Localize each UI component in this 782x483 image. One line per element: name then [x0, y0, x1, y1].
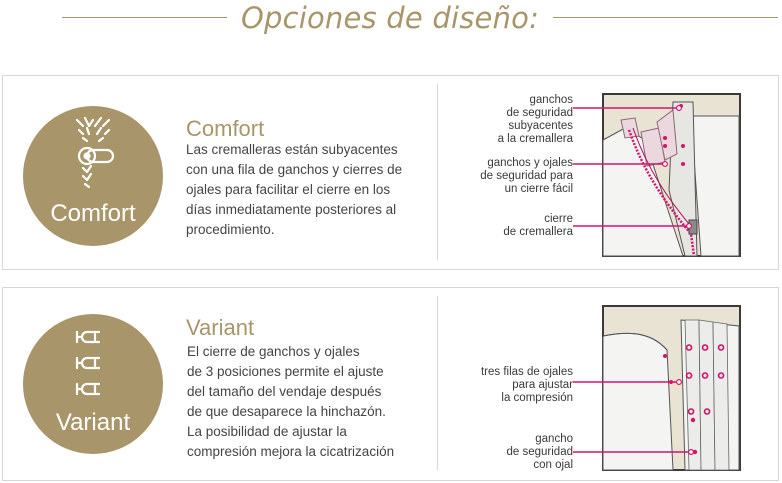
- comfort-badge-label: Comfort: [50, 200, 136, 227]
- callout-safety-hooks: [453, 157, 573, 196]
- variant-title: Variant: [186, 315, 255, 340]
- callout-line: a la cremallera: [497, 133, 573, 145]
- variant-divider: [437, 296, 438, 470]
- callout-line: ganchos: [529, 94, 573, 106]
- variant-description-line: de 3 posiciones permite el ajuste: [187, 364, 384, 379]
- comfort-divider: [437, 84, 438, 260]
- callout-line: cierre: [544, 213, 573, 225]
- callout-line: ganchos y ojales: [487, 157, 573, 169]
- callout-line: subyacentes: [508, 120, 573, 132]
- callout-line: gancho: [535, 433, 573, 445]
- comfort-description-line: ojales para facilitar el cierre en los: [186, 182, 391, 197]
- variant-description-line: La posibilidad de ajustar la: [187, 424, 347, 439]
- variant-badge: [23, 314, 163, 454]
- callout-safety-hook: [453, 433, 573, 472]
- variant-badge-label: Variant: [55, 409, 131, 436]
- comfort-title: Comfort: [186, 116, 265, 141]
- comfort-badge: [23, 106, 163, 246]
- callout-zipper-closure: [453, 213, 573, 239]
- comfort-panel: [2, 75, 779, 270]
- garment-body: [603, 102, 739, 256]
- callout-line: la compresión: [501, 392, 573, 404]
- hook-eye-icon: [73, 326, 113, 406]
- header-rule-left: [62, 17, 227, 18]
- variant-description-line: compresión mejora la cicatrización: [187, 444, 395, 459]
- comfort-description-line: Las cremalleras están subyacentes: [186, 142, 398, 157]
- callout-line: de cremallera: [503, 226, 573, 238]
- variant-description-line: del tamaño del vendaje después: [187, 384, 382, 399]
- callout-line: para ajustar: [512, 379, 573, 391]
- callout-line: un cierre fácil: [504, 183, 573, 195]
- variant-illustration: [573, 290, 773, 475]
- page-header: [0, 0, 782, 40]
- comfort-description-line: procedimiento.: [186, 222, 275, 237]
- variant-description: [187, 342, 437, 462]
- callout-line: con ojal: [533, 459, 573, 471]
- variant-description-line: El cierre de ganchos y ojales: [187, 344, 360, 359]
- comfort-description-line: días inmediatamente posteriores al: [186, 202, 397, 217]
- comfort-description: [186, 140, 436, 240]
- header-rule-right: [553, 17, 778, 18]
- comfort-illustration: [573, 80, 773, 265]
- page-title: Opciones de diseño:: [240, 1, 540, 35]
- callout-line: de seguridad para: [480, 170, 573, 182]
- callout-underlying-hooks: [453, 94, 573, 146]
- comfort-description-line: con una fila de ganchos y cierres de: [186, 162, 403, 177]
- callout-line: tres filas de ojales: [480, 366, 573, 378]
- zipper-icon: [65, 114, 125, 194]
- callout-line: de seguridad: [506, 107, 573, 119]
- callout-three-rows: [453, 366, 573, 405]
- callout-line: de seguridad: [506, 446, 573, 458]
- variant-panel: [2, 287, 779, 481]
- variant-description-line: de que desaparece la hinchazón.: [187, 404, 386, 419]
